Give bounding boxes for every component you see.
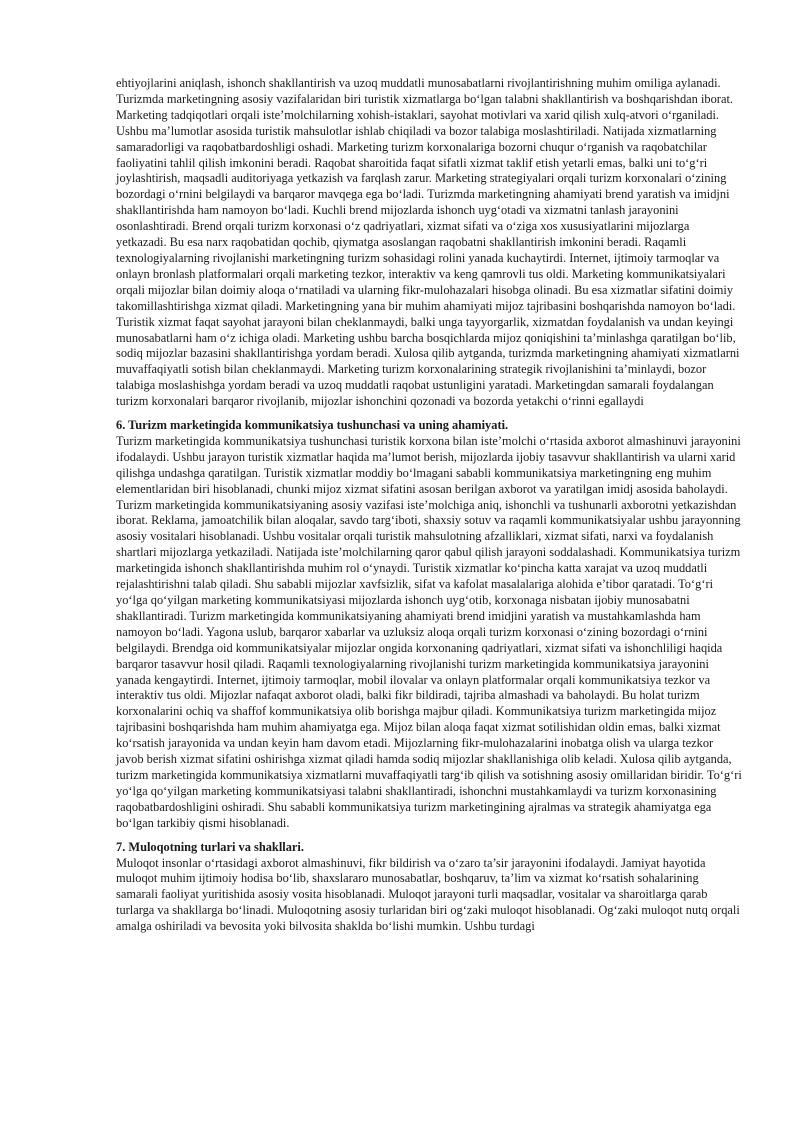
spacer bbox=[116, 832, 742, 840]
paragraph-intro: ehtiyojlarini aniqlash, ishonch shakllantirish va uzoq muddatli munosabatlarni rivojlantirishning muhim omiliga aylanadi. Turizmda marketingning asosiy vazifalaridan biri turistik xizmatlarga bo‘lgan talabni shakllantirish va boshqarishdan iborat. Marketing tadqiqotlari orqali iste’molchilarning xohish-istaklari, sayohat motivlari va xarid qilish xulq-atvori o‘rganiladi. Ushbu ma’lumotlar asosida turistik mahsulotlar ishlab chiqiladi va bozor talabiga moslashtiriladi. Natijada xizmatlarning samaradorligi va raqobatbardoshligi oshadi. Marketing turizm korxonalariga bozorni chuqur o‘rganish va raqobatchilar faoliyatini tahlil qilish imkonini beradi. Raqobat sharoitida faqat sifatli xizmat taklif etish yetarli emas, balki uni to‘g‘ri joylashtirish, maqsadli auditoriyaga yetkazish va farqlash zarur. Marketing strategiyalari orqali turizm korxonalari o‘zining bozordagi o‘rnini belgilaydi va barqaror mavqega ega bo‘ladi. Turizmda marketingning ahamiyati brend yaratish va imidjni shakllantirishda ham namoyon bo‘ladi. Kuchli brend mijozlarda ishonch uyg‘otadi va xizmatni tanlash jarayonini osonlashtiradi. Brend orqali turizm korxonasi o‘z qadriyatlari, xizmat sifati va o‘ziga xos xususiyatlarini mijozlarga yetkazadi. Bu esa narx raqobatidan qochib, qiymatga asoslangan raqobatni shakllantirish imkonini beradi. Raqamli texnologiyalarning rivojlanishi marketingning turizm sohasidagi rolini yanada kuchaytirdi. Internet, ijtimoiy tarmoqlar va onlayn bronlash platformalari orqali marketing tezkor, interaktiv va keng qamrovli tus oldi. Marketing kommunikatsiyalari orqali mijozlar bilan doimiy aloqa o‘rnatiladi va ularning fikr-mulohazalari hisobga olinadi. Bu esa xizmatlar sifatini doimiy takomillashtirishga xizmat qiladi. Marketingning yana bir muhim ahamiyati mijoz tajribasini boshqarishda namoyon bo‘ladi. Turistik xizmat faqat sayohat jarayoni bilan cheklanmaydi, balki unga tayyorgarlik, xizmatdan foydalanish va undan keyingi munosabatlarni ham o‘z ichiga oladi. Marketing ushbu barcha bosqichlarda mijoz qoniqishini ta’minlashga qaratilgan bo‘lib, sodiq mijozlar bazasini shakllantirishga yordam beradi. Xulosa qilib aytganda, turizmda marketingning ahamiyati xizmatlarni muvaffaqiyatli sotish bilan cheklanmaydi. Marketing turizm korxonalarining strategik rivojlanishini ta’minlaydi, bozor talabiga moslashishga yordam beradi va uzoq muddatli raqobat ustunligini yaratadi. Marketingdan samarali foydalangan turizm korxonalari barqaror rivojlanib, mijozlar ishonchini qozonadi va bozorda yetakchi o‘rinni egallaydi bbox=[116, 76, 740, 409]
section-heading-7: 7. Muloqotning turlari va shakllari. bbox=[116, 839, 304, 854]
paragraph-section-7: Muloqot insonlar o‘rtasidagi axborot almashinuvi, fikr bildirish va o‘zaro ta’sir jarayonini ifodalaydi. Jamiyat hayotida muloqot muhim ijtimoiy hodisa bo‘lib, shaxslararo munosabatlar, boshqaruv, ta’lim va xizmat ko‘rsatish sohalarining samarali faoliyat yuritishida asosiy vosita hisoblanadi. Muloqot jarayoni turli maqsadlar, vositalar va sharoitlarga qarab turlarga va shakllarga bo‘linadi. Muloqotning asosiy turlaridan biri og‘zaki muloqot hisoblanadi. Og‘zaki muloqot nutq orqali amalga oshiriladi va bevosita yoki bilvosita shaklda bo‘lishi mumkin. Ushbu turdagi bbox=[116, 855, 740, 934]
document-page bbox=[116, 76, 742, 935]
paragraph-section-6: Turizm marketingida kommunikatsiya tushunchasi turistik korxona bilan iste’molchi o‘rtasida axborot almashinuvi jarayonini ifodalaydi. Ushbu jarayon turistik xizmatlar haqida ma’lumot berish, mijozlarda ijobiy tasavvur shakllantirish va ularni xarid qilishga undashga qaratilgan. Turistik xizmatlar moddiy bo‘lmagani sababli kommunikatsiya marketingning eng muhim elementlaridan biri hisoblanadi, chunki mijoz xizmat sifatini asosan berilgan axborot va yaratilgan imidj asosida baholaydi. Turizm marketingida kommunikatsiyaning asosiy vazifasi iste’molchiga aniq, ishonchli va tushunarli axborotni yetkazishdan iborat. Reklama, jamoatchilik bilan aloqalar, savdo targ‘iboti, shaxsiy sotuv va raqamli kommunikatsiyalar ushbu jarayonning asosiy vositalari hisoblanadi. Ushbu vositalar orqali turistik mahsulotning afzalliklari, xizmat sifati, narxi va foydalanish shartlari mijozlarga yetkaziladi. Natijada iste’molchilarning qaror qabul qilish jarayoni soddalashadi. Kommunikatsiya turizm marketingida ishonch shakllantirishda muhim rol o‘ynaydi. Turistik xizmatlar ko‘pincha katta xarajat va uzoq muddatli rejalashtirishni talab qiladi. Shu sababli mijozlar xavfsizlik, sifat va kafolat masalalariga alohida e’tibor qaratadi. To‘g‘ri yo‘lga qo‘yilgan marketing kommunikatsiyasi mijozlarda ishonch uyg‘otib, korxonaga nisbatan ijobiy munosabatni shakllantiradi. Turizm marketingida kommunikatsiyaning ahamiyati brend imidjini yaratish va mustahkamlashda ham namoyon bo‘ladi. Yagona uslub, barqaror xabarlar va uzluksiz aloqa orqali turizm korxonasi o‘zining bozordagi o‘rnini belgilaydi. Brendga oid kommunikatsiyalar mijozlar ongida korxonaning qadriyatlari, xizmat sifati va ishonchliligi haqida barqaror tasavvur hosil qiladi. Raqamli texnologiyalarning rivojlanishi turizm marketingida kommunikatsiya jarayonini yanada kengaytirdi. Internet, ijtimoiy tarmoqlar, mobil ilovalar va onlayn platformalar orqali kommunikatsiya tezkor va interaktiv tus oldi. Mijozlar nafaqat axborot oladi, balki fikr bildiradi, tajriba almashadi va baholaydi. Bu holat turizm korxonalarini ochiq va shaffof kommunikatsiya olib borishga majbur qiladi. Kommunikatsiya turizm marketingida mijoz tajribasini boshqarishda ham muhim ahamiyatga ega. Mijoz bilan aloqa faqat xizmat sotilishidan oldin emas, balki xizmat ko‘rsatish jarayonida va undan keyin ham davom etadi. Mijozlarning fikr-mulohazalarini inobatga olish va ularga tezkor javob berish xizmat sifatini oshirishga xizmat qiladi hamda sodiq mijozlar shakllanishiga olib keladi. Xulosa qilib aytganda, turizm marketingida kommunikatsiya xizmatlarni muvaffaqiyatli targ‘ib qilish va sotishning asosiy omillaridan biridir. To‘g‘ri yo‘lga qo‘yilgan marketing kommunikatsiyasi talabni shakllantiradi, ishonchni mustahkamlaydi va turizm korxonasining raqobatbardoshligini oshiradi. Shu sababli kommunikatsiya turizm marketingining ajralmas va strategik ahamiyatga ega bo‘lgan tarkibiy qismi hisoblanadi. bbox=[116, 433, 742, 830]
spacer bbox=[116, 410, 742, 418]
section-heading-6: 6. Turizm marketingida kommunikatsiya tushunchasi va uning ahamiyati. bbox=[116, 418, 509, 433]
